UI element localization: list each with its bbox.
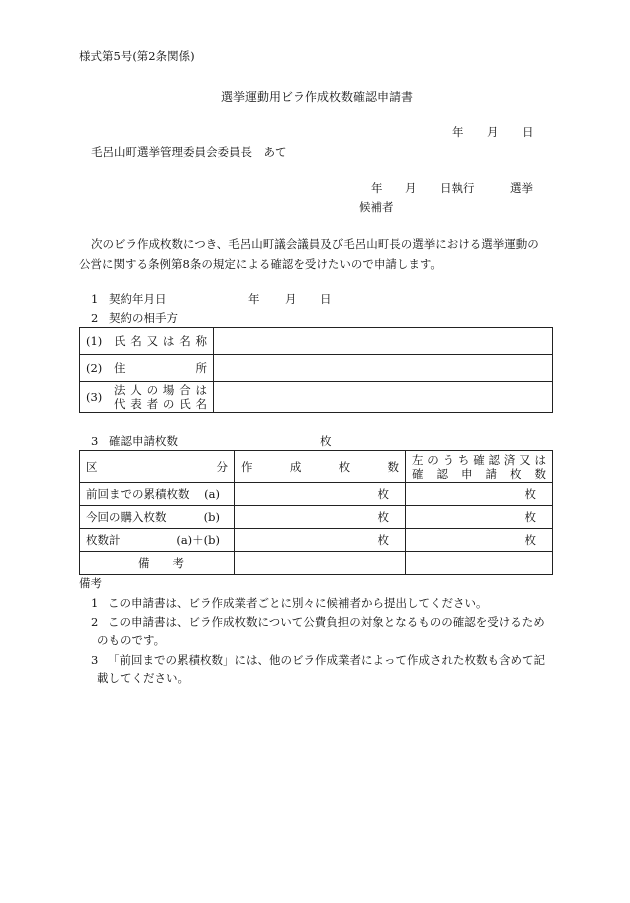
header-cell-created [235,451,406,483]
field-label-representative-line-1: 法人の場合は [114,383,207,397]
section-number: 1 [91,292,99,306]
contract-month-label: 月 [285,292,297,306]
election-year-label: 年 [371,181,383,195]
party-address-value-cell[interactable] [214,355,553,382]
row-code: (b) [203,510,220,524]
confirmed-count-cell[interactable] [406,529,553,552]
addressee: 毛呂山町選挙管理委員会委員長 あて [91,145,287,159]
form-number: 様式第5号(第2条関係) [79,49,195,63]
unit-label: 枚 [377,487,389,501]
row-code: (a) [204,487,220,501]
header-confirmed-line-1: 左のうち確認済又は [412,452,546,467]
header-cell-category [80,451,235,483]
notes-heading: 備考 [79,576,102,590]
table-row [80,552,553,575]
header-cell-confirmed [406,451,553,483]
table-header-row [80,451,553,483]
field-label-representative-line-2: 代表者の氏名 [114,397,207,411]
created-count-cell[interactable] [235,529,406,552]
unit-label: 枚 [524,533,536,547]
section-label: 確認申請枚数 [109,434,178,448]
row-number: (2) [86,361,103,375]
header-created-a: 作 [241,459,253,474]
table-row [80,529,553,552]
count-unit-label: 枚 [320,434,332,448]
row-label-cell [80,483,235,506]
contract-party-table [79,327,553,413]
remarks-label-cell [80,552,235,575]
note-text-continued: 載してください。 [97,671,189,685]
election-type-label: 選挙 [510,181,533,195]
confirmed-count-cell[interactable] [406,483,553,506]
remarks-label-b: 考 [172,556,184,570]
table-row [80,328,553,355]
remarks-value-cell[interactable] [235,552,406,575]
remarks-label-a: 備 [138,556,150,570]
note-text: 「前回までの累積枚数」には、他のビラ作成業者によって作成された枚数も含めて記 [108,653,545,667]
table-row [80,382,553,413]
section-number: 2 [91,311,99,325]
note-text: この申請書は、ビラ作成業者ごとに別々に候補者から提出してください。 [108,596,488,610]
body-text-line-1: 次のビラ作成枚数につき、毛呂山町議会議員及び毛呂山町長の選挙における選挙運動の [91,237,539,251]
remarks-value-cell[interactable] [406,552,553,575]
election-month-label: 月 [405,181,417,195]
header-confirmed-line-2: 確認申請枚数 [412,466,546,481]
unit-label: 枚 [524,510,536,524]
contract-year-label: 年 [248,292,260,306]
row-code: (a)＋(b) [176,533,220,547]
note-number: 1 [91,596,99,610]
header-created-c: 枚 [338,459,351,474]
unit-label: 枚 [377,533,389,547]
party-name-value-cell[interactable] [214,328,553,355]
row-label: 前回までの累積枚数 [86,487,190,501]
row-number: (1) [86,334,103,348]
row-label: 今回の購入枚数 [86,510,167,524]
table-row [80,355,553,382]
header-category-b: 分 [216,459,228,474]
header-created-b: 成 [289,459,302,474]
table-row [80,483,553,506]
row-label: 枚数計 [86,533,121,547]
created-count-cell[interactable] [235,506,406,529]
row-number: (3) [86,390,103,404]
table-row [80,506,553,529]
unit-label: 枚 [377,510,389,524]
header-created-d: 数 [387,459,399,474]
row-label-cell [80,506,235,529]
date-year-label: 年 [452,125,464,139]
field-label-cell [80,382,214,413]
field-label-cell [80,355,214,382]
confirmed-count-cell[interactable] [406,506,553,529]
unit-label: 枚 [524,487,536,501]
field-label-address-a: 住 [114,361,126,375]
contract-day-label: 日 [320,292,332,306]
date-month-label: 月 [487,125,499,139]
note-number: 3 [91,653,99,667]
field-label-cell [80,328,214,355]
election-day-label: 日執行 [440,181,475,195]
row-label-cell [80,529,235,552]
candidate-label: 候補者 [359,200,394,214]
body-text-line-2: 公営に関する条例第8条の規定による確認を受けたいので申請します。 [79,257,442,271]
created-count-cell[interactable] [235,483,406,506]
document-title: 選挙運動用ビラ作成枚数確認申請書 [221,90,414,104]
header-category-a: 区 [86,459,98,474]
section-label: 契約年月日 [109,292,167,306]
field-label-name: 氏名又は名称 [114,334,207,348]
note-text: この申請書は、ビラ作成枚数について公費負担の対象となるものの確認を受けるため [108,615,545,629]
section-label: 契約の相手方 [109,311,178,325]
representative-value-cell[interactable] [214,382,553,413]
note-number: 2 [91,615,99,629]
section-number: 3 [91,434,99,448]
sheet-count-table [79,450,553,575]
field-label-address-b: 所 [195,361,207,375]
note-text-continued: のものです。 [97,633,166,647]
date-day-label: 日 [522,125,534,139]
